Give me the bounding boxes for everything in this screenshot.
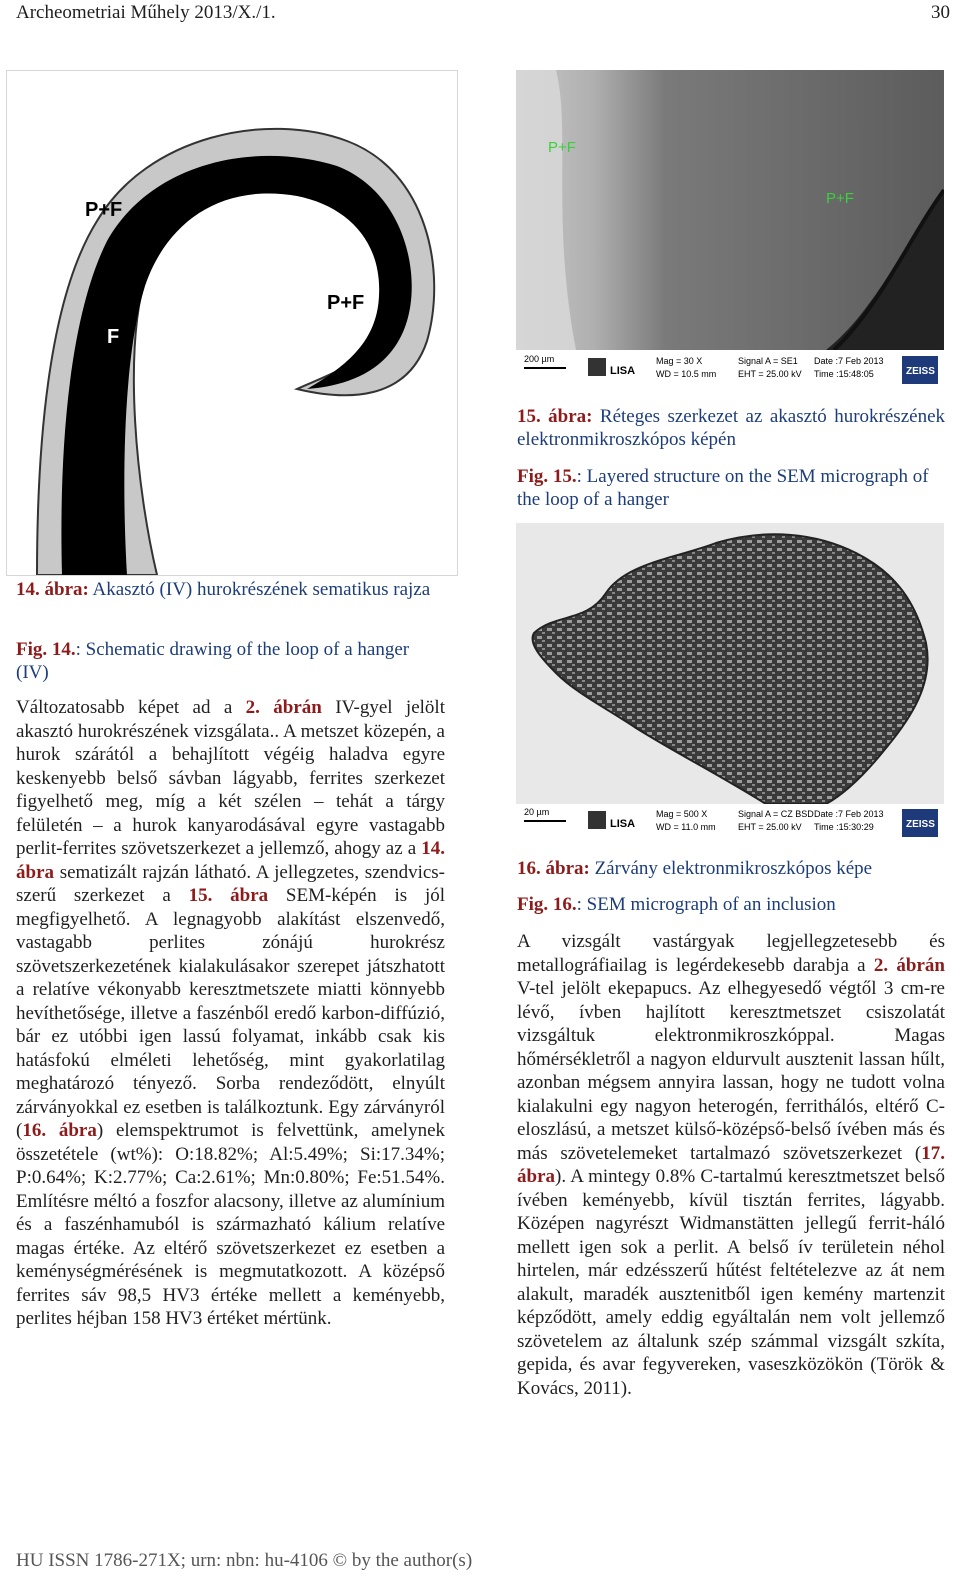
fig14-label-pf-1: P+F xyxy=(85,199,123,221)
fig16-time: Time :15:30:29 xyxy=(814,822,874,832)
fig14-label-pf-2: P+F xyxy=(327,292,365,314)
fig15-date: Date :7 Feb 2013 xyxy=(814,356,884,366)
page-number: 30 xyxy=(931,2,950,23)
fig16-wd: WD = 11.0 mm xyxy=(656,822,716,832)
zeiss-logo: ZEISS xyxy=(906,819,935,830)
fig16-caption-en-text: : SEM micrograph of an inclusion xyxy=(576,894,836,915)
fig15-signal: Signal A = SE1 xyxy=(738,356,798,366)
fig15-eht: EHT = 25.00 kV xyxy=(738,369,802,379)
fig15-mag: Mag = 30 X xyxy=(656,356,703,366)
left-paragraph xyxy=(16,696,445,1331)
fig15-label-pf-1: P+F xyxy=(548,139,576,156)
fig14-caption-en-text: : Schematic drawing of the loop of a hanger (IV) xyxy=(16,639,410,683)
fig16-mag: Mag = 500 X xyxy=(656,809,708,819)
fig16-caption-text: Zárvány elektronmikroszkópos képe xyxy=(589,858,873,879)
fig14-caption-text: Akasztó (IV) hurokrészének sematikus rajza xyxy=(88,579,431,600)
fig16-logo-text: LISA xyxy=(610,818,636,830)
fig14-caption-en xyxy=(16,638,446,684)
fig16-caption-en-number: Fig. 16. xyxy=(517,894,577,915)
figure-ref-15[interactable]: 15. ábra xyxy=(188,885,269,906)
fig14-label-f: F xyxy=(107,326,120,348)
fig16-caption-en xyxy=(517,893,945,916)
fig15-wd: WD = 10.5 mm xyxy=(656,369,717,379)
figure-14-schematic xyxy=(6,70,458,576)
journal-title: Archeometriai Műhely 2013/X./1. xyxy=(16,2,276,23)
fig15-caption-en-number: Fig. 15. xyxy=(517,466,577,487)
zeiss-logo: ZEISS xyxy=(906,366,935,377)
text-run: ) elemspektrumot is felvettünk, amelynek összetétele (wt%): O:18.82%; Al:5.49%; Si:17.34%; P:0.64%; K:2.77%; Ca:2.61%; Mn:0.80%; Fe:51.54%. Említésre méltó a foszfor alacsony, illetve az alumínium és a faszénhamuból is származható kálium relatíve magas értéke. Az eltérő szövetszerkezet ez esetben a keménységmérésének is megmutatkozott. A középső ferrites sáv 98,5 HV3 értéke mellett a keményebb, perlites héjban 158 HV3 értéket mértünk. xyxy=(16,1120,445,1329)
fig15-caption-number: 15. ábra: xyxy=(517,406,593,427)
fig15-time: Time :15:48:05 xyxy=(814,369,874,379)
figure-ref-2[interactable]: 2. ábrán xyxy=(245,697,322,718)
text-run: V-tel jelölt ekepapucs. Az elhegyesedő végtől 3 cm-re lévő, ívben hajlított keresztmetszet csiszolatát vizsgáltuk elektronmikroszkóppal. Magas hőmérsékletről a nagyon eldurvult ausztenit lassan hűlt, azonban mégsem annyira lassan, hogy ne tudott volna kialakulni egy nagyon heterogén, ferrithálós, eltérő C-eloszlású, a metszet külső-középső-belső ívében más és más szövetelemeket tartalmazó szövetszerkezet ( xyxy=(517,978,945,1164)
fig15-caption-text: Réteges szerkezet az akasztó hurokrészének elektronmikroszkópos képén xyxy=(517,406,945,450)
right-paragraph xyxy=(517,930,945,1400)
text-run: SEM-képén is jól megfigyelhető. A legnagyobb alakítást elszenvedő, vastagabb perlites zónájú hurokrész szövetszerkezetének kialakulásakor szerepet játszhatott a relatíve vékonyabb keresztmetszete miatti könnyebb hevíthetősége, illetve a faszénből eredő karbon-diffúzió, bár ez utóbbi igen lassú folyamat, inkább csak kis hatásfokú elméleti lehetőség, mint gyakorlatilag meghatározó tényező. Sorba rendeződött, elnyúlt zárványokkal ez esetben is találkoztunk. Egy zárványról ( xyxy=(16,885,445,1141)
fig16-date: Date :7 Feb 2013 xyxy=(814,809,884,819)
fig15-caption-en-text: : Layered structure on the SEM micrograph of the loop of a hanger xyxy=(517,466,929,510)
right-body-text xyxy=(517,930,945,1400)
fig15-label-pf-2: P+F xyxy=(826,190,854,207)
fig15-scale-label: 200 µm xyxy=(524,354,555,364)
figure-ref-16[interactable]: 16. ábra xyxy=(22,1120,97,1141)
fig16-caption-hu xyxy=(517,857,945,880)
fig16-caption-number: 16. ábra: xyxy=(517,858,590,879)
fig15-caption-en xyxy=(517,465,945,511)
text-run: sematizált rajzán látható. A jellegzetes, szendvics-szerű szerkezet a xyxy=(16,861,445,906)
hanger-loop-drawing xyxy=(7,71,457,575)
fig14-caption-hu xyxy=(16,578,446,601)
fig15-logo-text: LISA xyxy=(610,365,636,377)
lisa-logo-icon xyxy=(588,358,606,376)
figure-ref-17[interactable]: 17. ábra xyxy=(517,1142,945,1187)
text-run: IV-gyel jelölt akasztó hurokrészének vizsgálata.. A metszet közepén, a hurok szárától a behajlított végéig haladva egyre keskenyebb belső sávban lágyabb, ferrites szerkezet figyelhető meg, míg a két szélen – tehát a tárgy felületén – a hurok kanyarodásával egyre vastagabb perlit-ferrites szövetszerkezet a jellemző, ahogy az a xyxy=(16,697,445,859)
text-run: A vizsgált vastárgyak legjellegzetesebb és metallográfiailag is legérdekesebb darabja a xyxy=(517,931,945,976)
fig16-eht: EHT = 25.00 kV xyxy=(738,822,802,832)
figure-ref-14[interactable]: 14. ábra xyxy=(16,838,445,883)
lisa-logo-icon xyxy=(588,811,606,829)
sem-image-15 xyxy=(516,70,944,392)
text-run: ). A mintegy 0.8% C-tartalmú keresztmetszet belső ívében keményebb, kívül tisztán ferrites, lágyabb. Középen nagyrészt Widmanstätten jellegű ferrit-háló mellett igen sok a perlit. A belső ív területein néhol hirtelen, már edzésszerű hűtést feltételezve az át nem alakult, maradék ausztenitből igen kemény martenzit képződött, amely eddig egyáltalán nem volt jellemző szövetelem az általunk szép számmal vizsgált szkíta, gepida, és avar fegyvereken, vaseszközökön (Török & Kovács, 2011). xyxy=(517,1166,945,1399)
fig15-caption-hu xyxy=(517,405,945,451)
fig16-scale-label: 20 µm xyxy=(524,807,550,817)
text-run: Változatosabb képet ad a xyxy=(16,697,246,718)
fig16-signal: Signal A = CZ BSD xyxy=(738,809,814,819)
fig14-caption-en-number: Fig. 14. xyxy=(16,639,76,660)
figure-15-sem-micrograph xyxy=(516,70,944,392)
sem-image-16 xyxy=(516,523,944,844)
footer-issn: HU ISSN 1786-271X; urn: nbn: hu-4106 © by the author(s) xyxy=(16,1550,473,1571)
fig14-caption-number: 14. ábra: xyxy=(16,579,89,600)
figure-ref-2[interactable]: 2. ábrán xyxy=(873,954,945,976)
left-body-text xyxy=(16,696,445,1331)
figure-16-sem-inclusion xyxy=(516,523,944,844)
